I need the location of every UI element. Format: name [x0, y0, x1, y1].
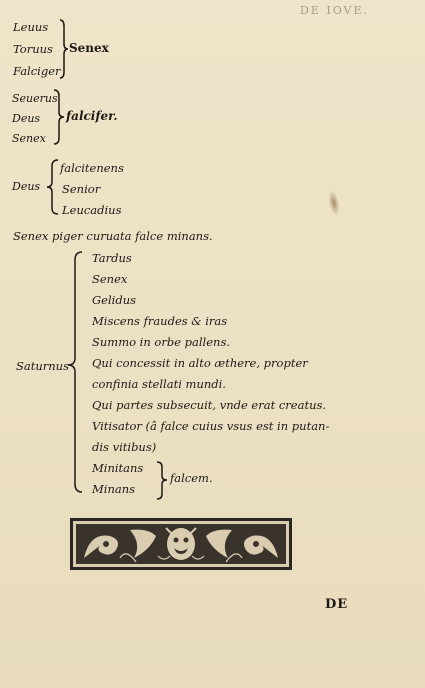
group3-item-3: Leucadius	[62, 203, 122, 217]
saturnus-line-4: Miscens fraudes & iras	[92, 314, 228, 328]
saturnus-line-7: confinia stellati mundi.	[92, 377, 226, 391]
saturnus-line-2: Senex	[92, 272, 128, 286]
group3-item-2: Senior	[62, 182, 101, 196]
group2-item-1: Seuerus	[12, 92, 58, 105]
group2-target: falcifer.	[66, 109, 118, 123]
saturnus-sub-brace	[155, 460, 169, 502]
group1-item-2: Toruus	[13, 42, 53, 56]
group3-item-1: falcitenens	[60, 161, 124, 175]
saturnus-line-5: Summo in orbe pallens.	[92, 335, 230, 349]
paper-stain	[326, 189, 341, 217]
saturnus-sub-item-1: Minitans	[92, 461, 144, 475]
catchword: DE	[325, 597, 349, 612]
group1-target: Senex	[69, 41, 109, 55]
saturnus-line-8: Qui partes subsecuit, vnde erat creatus.	[92, 398, 327, 412]
group3-head: Deus	[12, 180, 41, 193]
saturnus-line-6: Qui concessit in alto æthere, propter	[92, 356, 308, 370]
saturnus-line-10: dis vitibus)	[92, 440, 157, 454]
saturnus-sub-target: falcem.	[170, 471, 213, 485]
group2-item-2: Deus	[12, 112, 41, 125]
group2-brace	[52, 88, 66, 148]
group2-item-3: Senex	[12, 132, 46, 145]
senex-piger-line: Senex piger curuata falce minans.	[13, 229, 213, 243]
bleed-through-title: DE IOVE.	[300, 4, 369, 17]
saturnus-head: Saturnus	[16, 359, 69, 373]
saturnus-line-3: Gelidus	[92, 293, 137, 307]
group1-item-3: Falciger	[13, 64, 61, 78]
group3-brace	[44, 158, 60, 218]
group1-item-1: Leuus	[13, 20, 49, 34]
woodcut-ornament	[70, 518, 292, 570]
saturnus-sub-item-2: Minans	[92, 482, 136, 496]
saturnus-line-1: Tardus	[92, 251, 132, 265]
saturnus-line-9: Vitisator (â falce cuius vsus est in putan-	[92, 419, 330, 433]
